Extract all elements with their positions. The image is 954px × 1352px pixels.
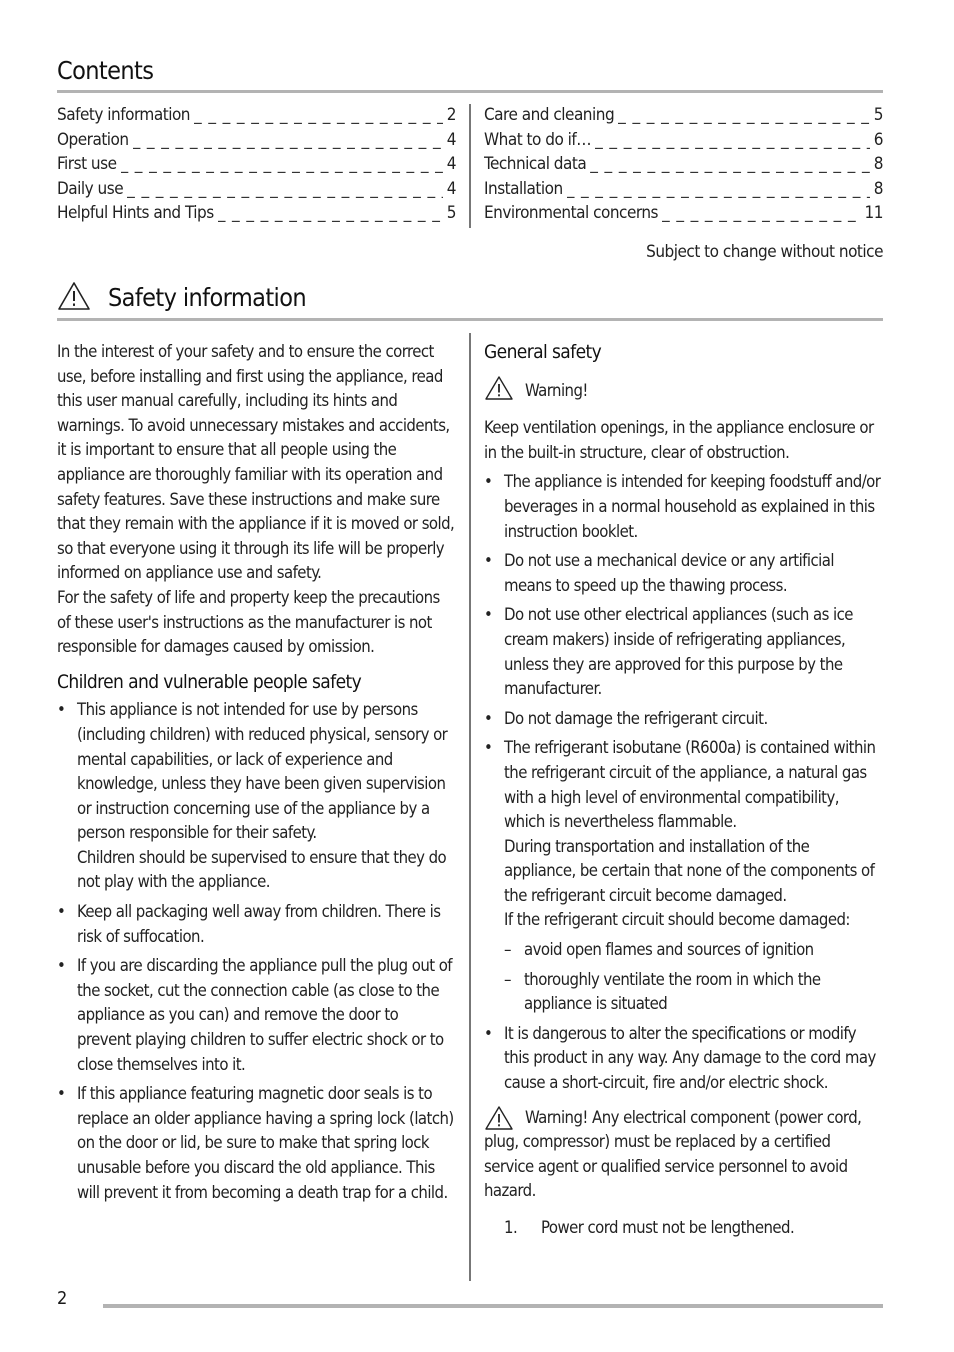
safety-title: Safety information (108, 283, 307, 312)
toc-entry[interactable]: Installation _ _ _ 8 (484, 177, 883, 202)
warning-triangle-icon (484, 375, 514, 409)
toc-entry[interactable]: First use _ _ _ 4 (57, 152, 456, 177)
warning-heading (484, 375, 882, 409)
list-item: • Do not use other electrical appliances (such as ice cream makers) inside of refrigerating appliances, unless they are approved for this purpose by the manufacturer. (484, 603, 882, 701)
toc-left (57, 103, 456, 226)
general-safety-list (484, 470, 882, 1095)
warning-triangle-icon (57, 281, 91, 316)
children-list (57, 698, 455, 1205)
warning-text: Any electrical component (power cord, plug, compressor) must be replaced by a certified service agent or qualified service personnel to avoid hazard. (484, 1107, 862, 1201)
toc-entry[interactable]: Daily use _ _ _ 4 (57, 177, 456, 202)
column-divider (469, 333, 471, 1281)
toc-entry[interactable]: Environmental concerns _ _ _ 11 (484, 201, 883, 226)
toc-entry[interactable]: Technical data _ _ _ 8 (484, 152, 883, 177)
contents-rule (57, 90, 883, 93)
warning-block (484, 1106, 882, 1204)
list-item: • Do not damage the refrigerant circuit. (484, 707, 882, 732)
numbered-item: 1. Power cord must not be lengthened. (504, 1218, 795, 1237)
refrigerant-damage-list (504, 938, 882, 1017)
list-item: • The refrigerant isobutane (R600a) is contained within the refrigerant circuit of the appliance, a natural gas with a high level of environmental compatibility, which is nevertheless flammable. During transportation and installation of the appliance, be certain that none of the components of the refrigerant circuit become damaged. If the refrigerant circuit should become damaged: – avoid open flames and sources of ignition – thoroughly ventilate the room in which the appliance is situated (484, 736, 882, 1017)
list-item: • It is dangerous to alter the specifications or modify this product in any way. Any damage to the cord may cause a short-circuit, fire and/or electric shock. (484, 1022, 882, 1096)
intro-paragraph: In the interest of your safety and to ensure the correct use, before installing and first using the appliance, read this user manual carefully, including its hints and warnings. To avoid unnecessary mistakes and accidents, it is important to ensure that all people using the appliance are thoroughly familiar with its operation and safety features. Save these instructions and make sure that they remain with the appliance if it is moved or sold, so that everyone using it through its life will be properly informed on appliance use and safety. (57, 342, 455, 583)
contents-title: Contents (57, 56, 154, 85)
toc-divider (469, 104, 471, 228)
list-item: – thoroughly ventilate the room in which the appliance is situated (504, 968, 882, 1017)
intro-paragraph: For the safety of life and property keep the precautions of these user's instructions as the manufacturer is not responsible for damages caused by omission. (57, 587, 440, 657)
warning-text: Keep ventilation openings, in the appliance enclosure or in the built-in structure, clear of obstruction. (484, 418, 874, 462)
change-notice: Subject to change without notice (646, 242, 883, 262)
right-column (484, 340, 882, 1241)
page-number: 2 (57, 1288, 68, 1309)
safety-rule (57, 318, 883, 321)
warning-label: Warning! (525, 381, 588, 401)
general-safety-heading: General safety (484, 341, 602, 363)
children-heading: Children and vulnerable people safety (57, 670, 362, 693)
list-item: • The appliance is intended for keeping foodstuff and/or beverages in a normal household as explained in this instruction booklet. (484, 470, 882, 544)
warning-triangle-icon (484, 1105, 514, 1139)
toc-entry[interactable]: What to do if… _ _ _ 6 (484, 128, 883, 153)
left-column (57, 340, 455, 1210)
list-item: • If this appliance featuring magnetic door seals is to replace an older appliance having a spring lock (latch) on the door or lid, be sure to make that spring lock unusable before you discard the old appliance. This will prevent it from becoming a death trap for a child. (57, 1082, 455, 1205)
list-item: • This appliance is not intended for use by persons (including children) with reduced physical, sensory or mental capabilities, or lack of experience and knowledge, unless they have been given supervision or instruction concerning use of the appliance by a person responsible for their safety. Children should be supervised to ensure that they do not play with the appliance. (57, 698, 455, 895)
list-item: • If you are discarding the appliance pull the plug out of the socket, cut the connection cable (as close to the appliance as you can) and remove the door to prevent playing children to suffer electric shock or to close themselves into it. (57, 954, 455, 1077)
list-item: • Do not use a mechanical device or any artificial means to speed up the thawing process. (484, 549, 882, 598)
toc-entry[interactable]: Care and cleaning _ _ _ 5 (484, 103, 883, 128)
list-item: – avoid open flames and sources of ignition (504, 938, 882, 963)
toc-entry[interactable]: Operation _ _ _ 4 (57, 128, 456, 153)
footer-rule (103, 1304, 883, 1308)
toc-entry[interactable]: Safety information _ _ _ 2 (57, 103, 456, 128)
warning-label: Warning! (525, 1107, 588, 1127)
toc-entry[interactable]: Helpful Hints and Tips _ _ _ 5 (57, 201, 456, 226)
toc-right (484, 103, 883, 226)
list-item: • Keep all packaging well away from children. There is risk of suffocation. (57, 900, 455, 949)
